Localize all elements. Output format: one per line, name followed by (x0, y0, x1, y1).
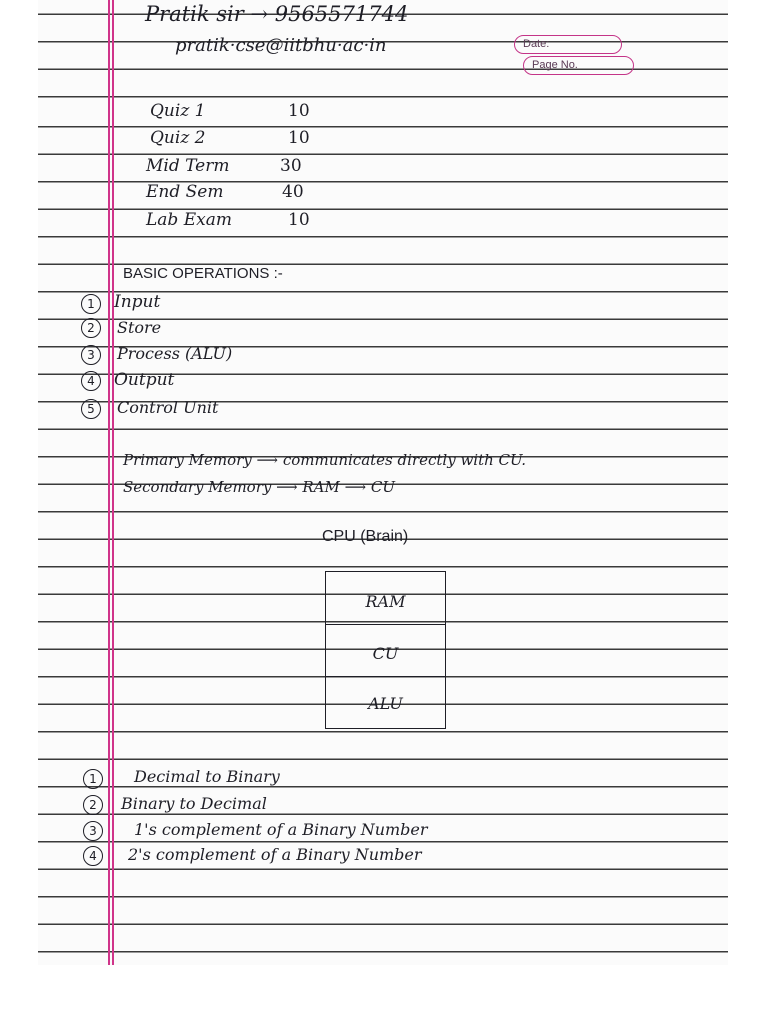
marks-item-value: 10 (288, 210, 310, 230)
list-number: 2 (81, 318, 101, 338)
contact-phone: Pratik sir → 9565571744 (145, 2, 409, 26)
list-number: 3 (83, 821, 103, 841)
marks-item-name: Lab Exam (146, 210, 232, 230)
list-item: Control Unit (117, 398, 219, 417)
list-item: Output (114, 370, 175, 390)
page-no-field: Page No. (523, 56, 634, 75)
block-divider (326, 676, 445, 677)
marks-item-name: Quiz 1 (150, 101, 206, 121)
list-number: 3 (81, 345, 101, 365)
secondary-memory-note: Secondary Memory ⟶ RAM ⟶ CU (123, 478, 396, 496)
page-bottom-margin (0, 965, 768, 1024)
margin-line (108, 0, 110, 965)
list-number: 4 (81, 371, 101, 391)
cpu-diagram (325, 571, 446, 729)
marks-item-name: End Sem (146, 182, 224, 202)
list-number: 4 (83, 846, 103, 866)
cu-block: CU (372, 644, 399, 663)
date-field: Date: (514, 35, 622, 54)
list-number: 1 (83, 769, 103, 789)
list-item: Process (ALU) (117, 344, 233, 363)
list-item: Input (114, 292, 161, 312)
marks-item-value: 10 (288, 128, 310, 148)
margin-line (112, 0, 114, 965)
marks-item-value: 10 (288, 101, 310, 121)
list-item: 2's complement of a Binary Number (128, 845, 422, 864)
contact-email: pratik·cse@iitbhu·ac·in (175, 35, 387, 56)
list-number: 2 (83, 795, 103, 815)
ram-block: RAM (365, 592, 406, 611)
primary-memory-note: Primary Memory ⟶ communicates directly with CU. (123, 451, 527, 469)
alu-block: ALU (368, 694, 403, 713)
marks-item-name: Mid Term (146, 156, 230, 176)
list-number: 5 (81, 399, 101, 419)
marks-item-value: 30 (280, 156, 302, 176)
list-number: 1 (81, 294, 101, 314)
marks-item-name: Quiz 2 (150, 128, 206, 148)
cpu-title: CPU (Brain) (322, 528, 409, 545)
basic-operations-heading: BASIC OPERATIONS :- (123, 265, 283, 282)
block-divider (326, 624, 445, 625)
list-item: Binary to Decimal (121, 794, 267, 813)
list-item: Store (117, 318, 162, 337)
list-item: Decimal to Binary (134, 767, 280, 786)
list-item: 1's complement of a Binary Number (134, 820, 428, 839)
marks-item-value: 40 (282, 182, 304, 202)
